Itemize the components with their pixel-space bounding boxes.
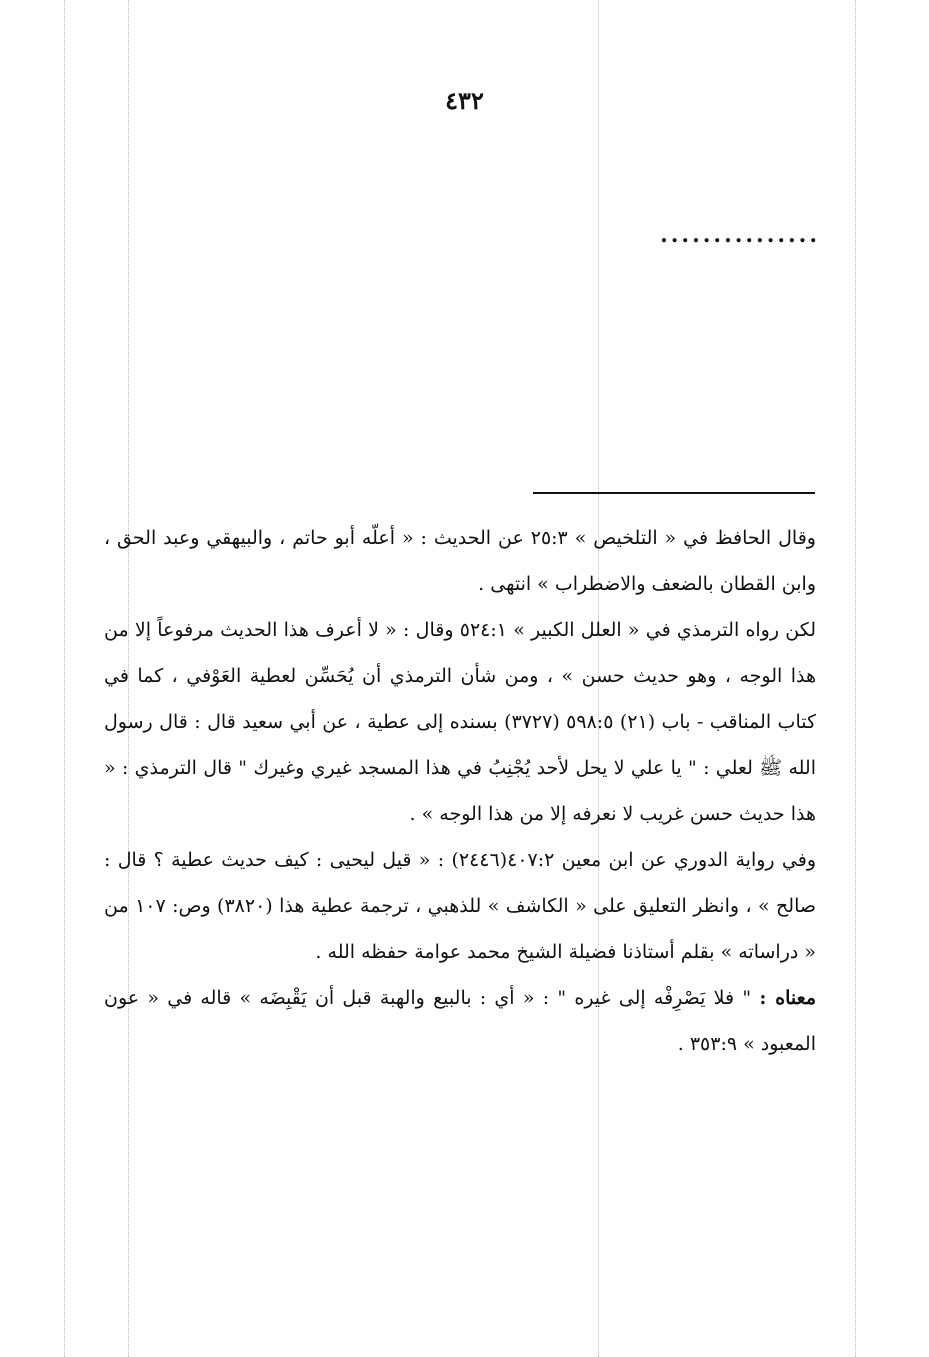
ellipsis-marker: ............... <box>660 222 820 248</box>
footnote-paragraph <box>104 975 816 1067</box>
paragraph-text: وقال الحافظ في « التلخيص » ٢٥:٣ عن الحديث : « أعلّه أبو حاتم ، والبيهقي وعبد الحق ، وابن القطان بالضعف والاضطراب » انتهى . <box>104 527 816 595</box>
scan-guide-line <box>855 0 856 1357</box>
scan-guide-line <box>64 0 65 1357</box>
footnote-paragraph <box>104 607 816 837</box>
footnotes-body <box>104 515 816 1067</box>
footnote-paragraph <box>104 515 816 607</box>
paragraph-text: " فلا يَصْرِفْه إلى غيره " : « أي : بالبيع والهبة قبل أن يَقْبِضَه » قاله في « عون المعبود » ٣٥٣:٩ . <box>104 987 816 1055</box>
footnote-separator <box>533 492 815 494</box>
footnote-paragraph <box>104 837 816 975</box>
paragraph-lead: معناه : <box>759 987 817 1009</box>
paragraph-text: وفي رواية الدوري عن ابن معين ٤٠٧:٢(٢٤٤٦) : « قيل ليحيى : كيف حديث عطية ؟ قال : صالح » ، وانظر التعليق على « الكاشف » للذهبي ، ترجمة عطية هذا (٣٨٢٠) وص: ١٠٧ من « دراساته » بقلم أستاذنا فضيلة الشيخ محمد عوامة حفظه الله . <box>104 849 817 963</box>
page-number: ٤٣٢ <box>445 86 484 115</box>
paragraph-text: لكن رواه الترمذي في « العلل الكبير » ٥٢٤:١ وقال : « لا أعرف هذا الحديث مرفوعاً إلا من هذا الوجه ، وهو حديث حسن » ، ومن شأن الترمذي أن يُحَسِّن لعطية العَوْفي ، كما في كتاب المناقب - باب (٢١) ٥٩٨:٥ (٣٧٢٧) بسنده إلى عطية ، عن أبي سعيد قال : قال رسول الله ﷺ لعلي : " يا علي لا يحل لأحد يُجْنِبُ في هذا المسجد غيري وغيرك " قال الترمذي : « هذا حديث حسن غريب لا نعرفه إلا من هذا الوجه » . <box>104 619 817 825</box>
